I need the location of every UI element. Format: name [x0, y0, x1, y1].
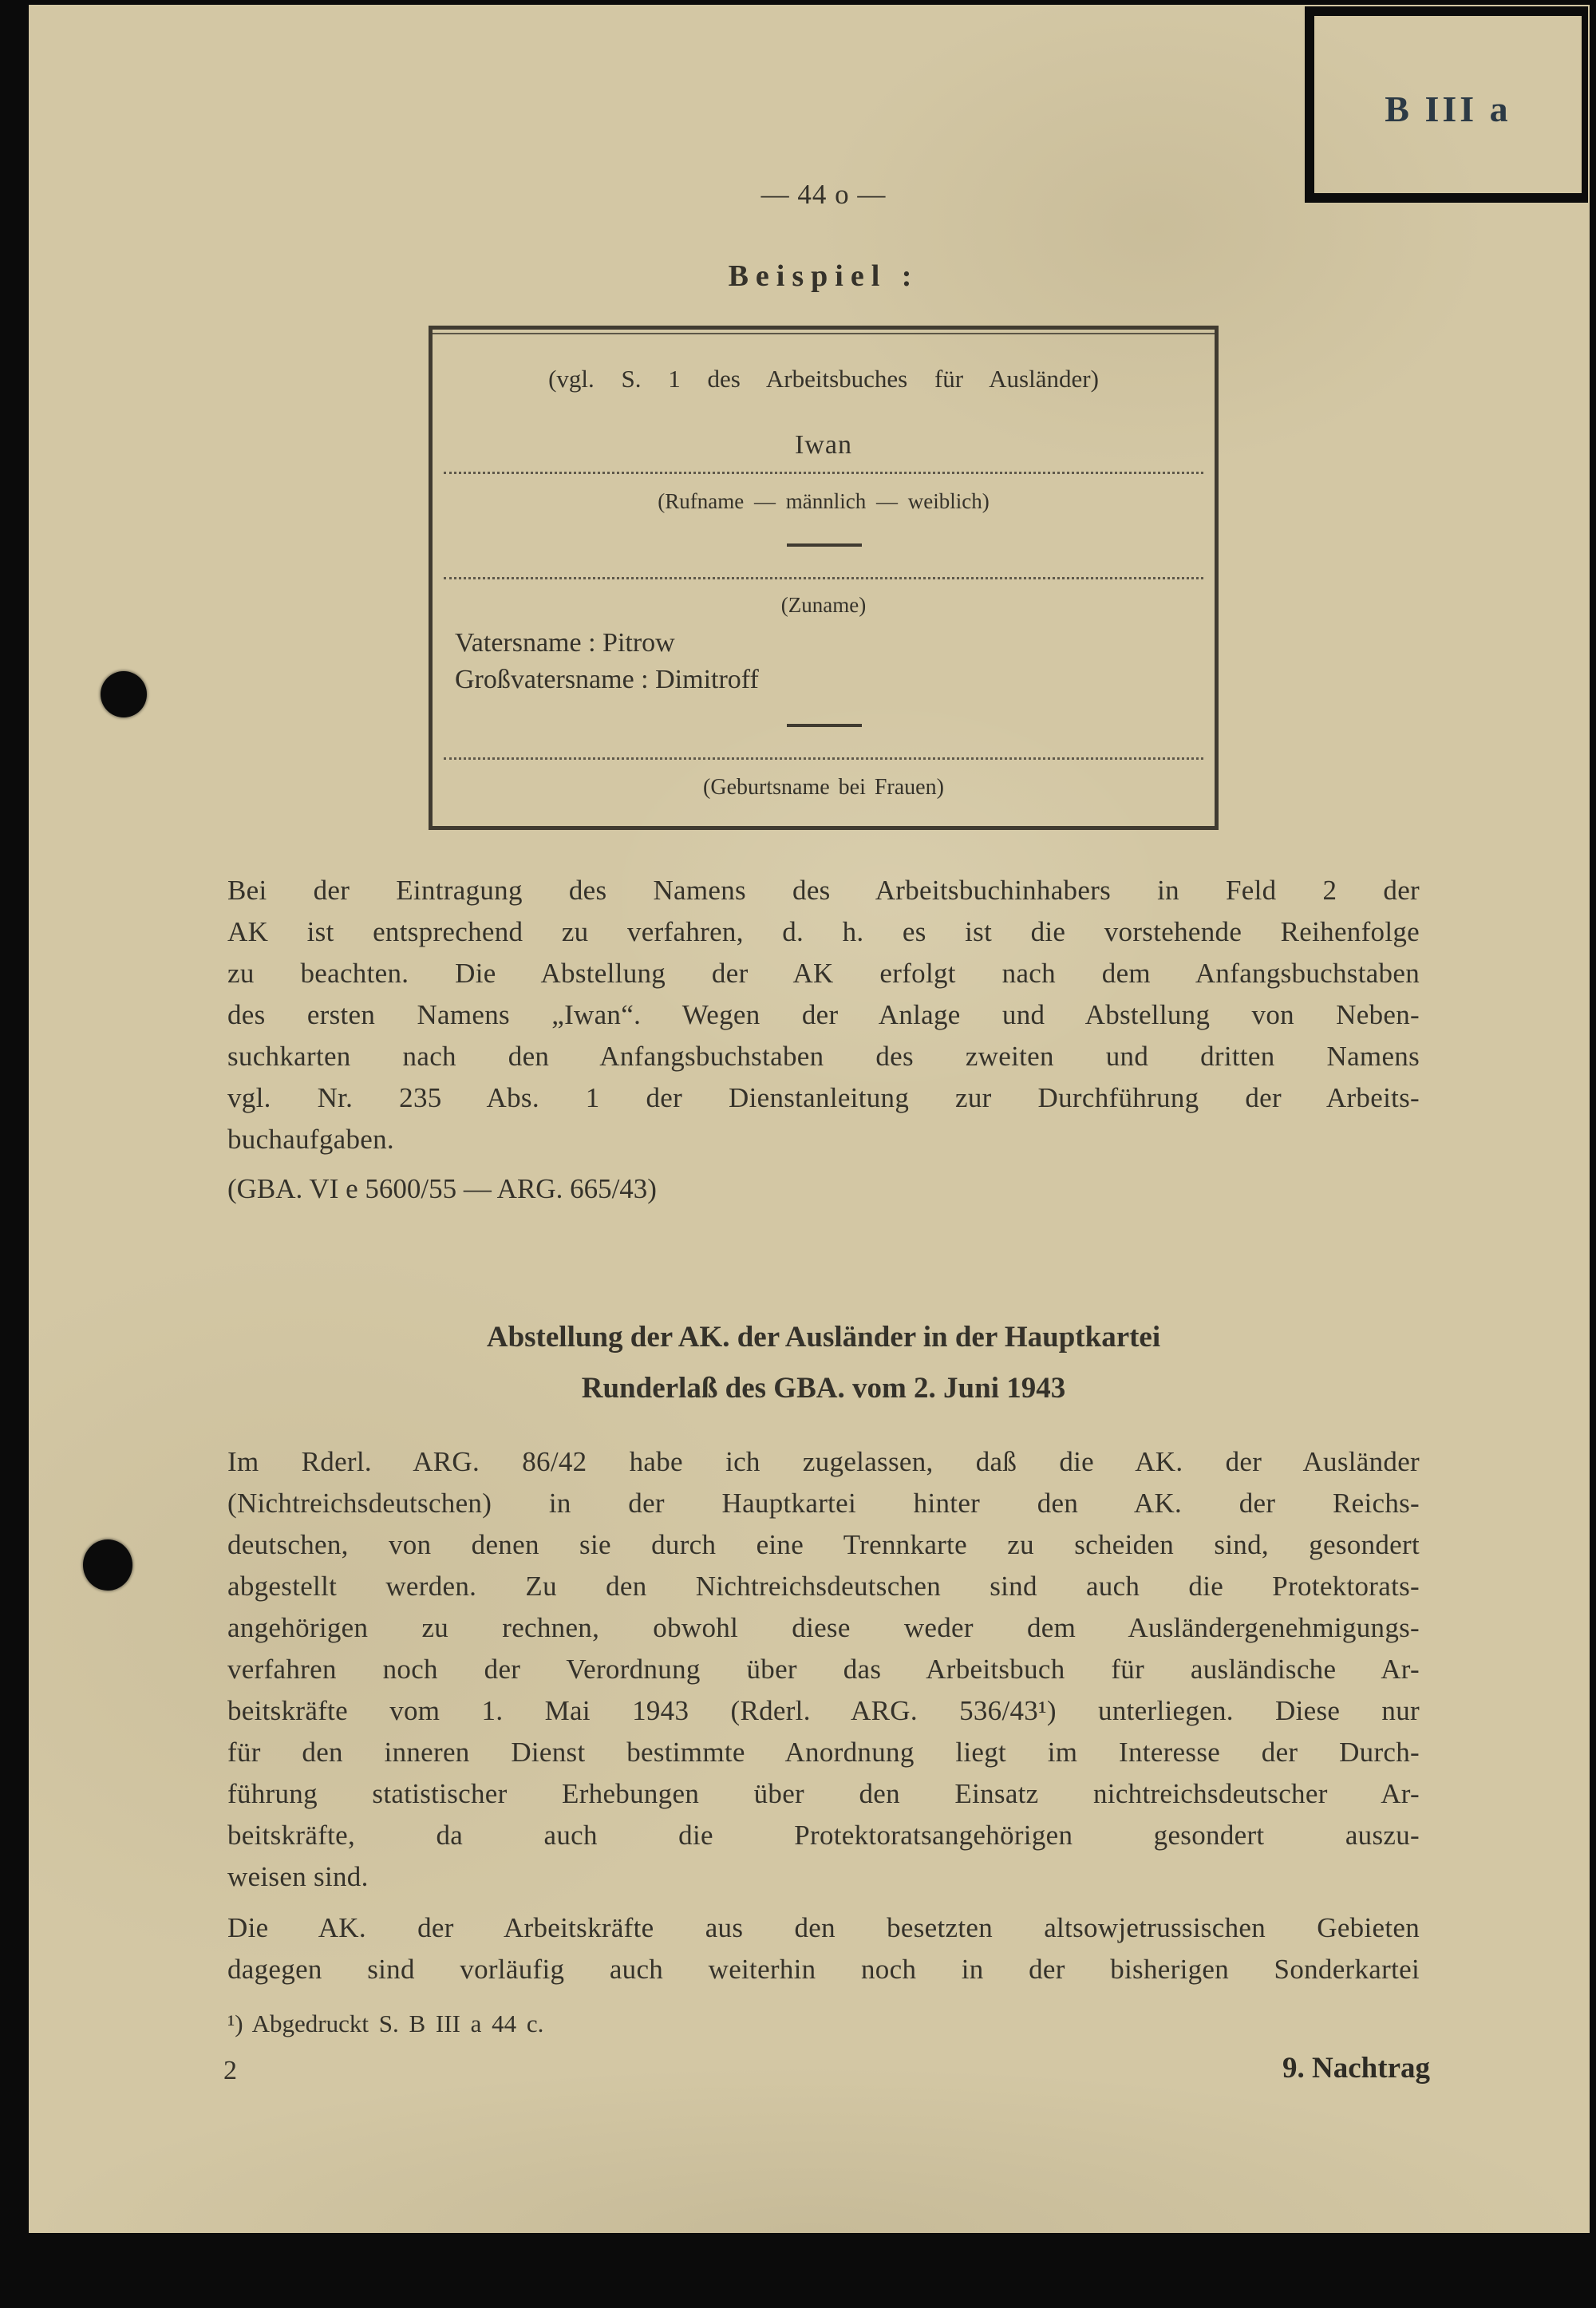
- text-line: weisen sind.: [227, 1861, 369, 1892]
- dotted-rule: [444, 577, 1203, 579]
- footer-page-number: 2: [223, 2056, 237, 2085]
- corner-tab: [1305, 6, 1588, 203]
- paragraph-2: [227, 1441, 1420, 1898]
- example-heading: Beispiel :: [728, 259, 919, 293]
- text-line: Bei der Eintragung des Namens des Arbeitsbuchinhabers in Feld 2 der: [227, 875, 1420, 906]
- text-line: vgl. Nr. 235 Abs. 1 der Dienstanleitung zur Durchführung der Arbeits-: [227, 1082, 1420, 1113]
- text-line: für den inneren Dienst bestimmte Anordnung liegt im Interesse der Durch-: [227, 1737, 1420, 1768]
- short-rule: [787, 543, 862, 547]
- text-line: führung statistischer Erhebungen über den Einsatz nichtreichsdeutscher Ar-: [227, 1778, 1420, 1809]
- text-line: dagegen sind vorläufig auch weiterhin noch in der bisherigen Sonderkartei: [227, 1954, 1420, 1985]
- text-line: deutschen, von denen sie durch eine Trennkarte zu scheiden sind, gesondert: [227, 1529, 1420, 1560]
- text-line: buchaufgaben.: [227, 1124, 394, 1155]
- dotted-rule: [444, 472, 1203, 474]
- footnote: ¹) Abgedruckt S. B III a 44 c.: [227, 2010, 544, 2037]
- section-title-line1: Abstellung der AK. der Ausländer in der Hauptkartei: [486, 1321, 1161, 1354]
- paragraph-3: [227, 1907, 1420, 1990]
- text-line: des ersten Namens „Iwan“. Wegen der Anlage und Abstellung von Neben-: [227, 999, 1420, 1030]
- text-line: Im Rderl. ARG. 86/42 habe ich zugelassen, daß die AK. der Ausländer: [227, 1446, 1420, 1477]
- section-heading: [227, 1312, 1420, 1414]
- example-box: [429, 326, 1219, 830]
- dotted-rule: [444, 757, 1203, 760]
- text-line: suchkarten nach den Anfangsbuchstaben des zweiten und dritten Namens: [227, 1041, 1420, 1072]
- text-line: verfahren noch der Verordnung über das Arbeitsbuch für ausländische Ar-: [227, 1654, 1420, 1685]
- punch-hole-bottom: [83, 1539, 132, 1591]
- page-number-header: — 44 o —: [760, 179, 887, 210]
- geburtsname-caption: (Geburtsname bei Frauen): [703, 775, 944, 800]
- paragraph-1: [227, 870, 1420, 1160]
- example-ref-caption: (vgl. S. 1 des Arbeitsbuches für Ausländer): [548, 365, 1099, 393]
- short-rule: [787, 724, 862, 727]
- text-line: beitskräfte vom 1. Mai 1943 (Rderl. ARG. 536/43¹) unterliegen. Diese nur: [227, 1695, 1420, 1726]
- text-line: zu beachten. Die Abstellung der AK erfolgt nach dem Anfangsbuchstaben: [227, 958, 1420, 989]
- punch-hole-top: [101, 671, 147, 717]
- text-line: beitskräfte, da auch die Protektoratsangehörigen gesondert auszu-: [227, 1820, 1420, 1851]
- text-line: Die AK. der Arbeitskräfte aus den besetzten altsowjetrussischen Gebieten: [227, 1912, 1420, 1943]
- paper-page: [29, 5, 1590, 2233]
- reference-line: (GBA. VI e 5600/55 — ARG. 665/43): [227, 1173, 657, 1204]
- corner-tab-label: B III a: [1385, 88, 1511, 129]
- zuname-caption: (Zuname): [780, 593, 867, 617]
- example-first-name: Iwan: [795, 430, 852, 460]
- rufname-caption: (Rufname — männlich — weiblich): [658, 489, 990, 513]
- grossvatersname-line: Großvatersname : Dimitroff: [455, 665, 759, 694]
- section-title-line2: Runderlaß des GBA. vom 2. Juni 1943: [581, 1372, 1066, 1405]
- text-line: abgestellt werden. Zu den Nichtreichsdeutschen sind auch die Protektorats-: [227, 1571, 1420, 1602]
- footer-supplement: 9. Nachtrag: [1282, 2052, 1430, 2085]
- text-line: angehörigen zu rechnen, obwohl diese weder dem Ausländergenehmigungs-: [227, 1612, 1420, 1643]
- text-line: AK ist entsprechend zu verfahren, d. h. es ist die vorstehende Reihenfolge: [227, 916, 1420, 947]
- vatersname-line: Vatersname : Pitrow: [455, 628, 675, 658]
- text-line: (Nichtreichsdeutschen) in der Hauptkartei hinter den AK. der Reichs-: [227, 1488, 1420, 1519]
